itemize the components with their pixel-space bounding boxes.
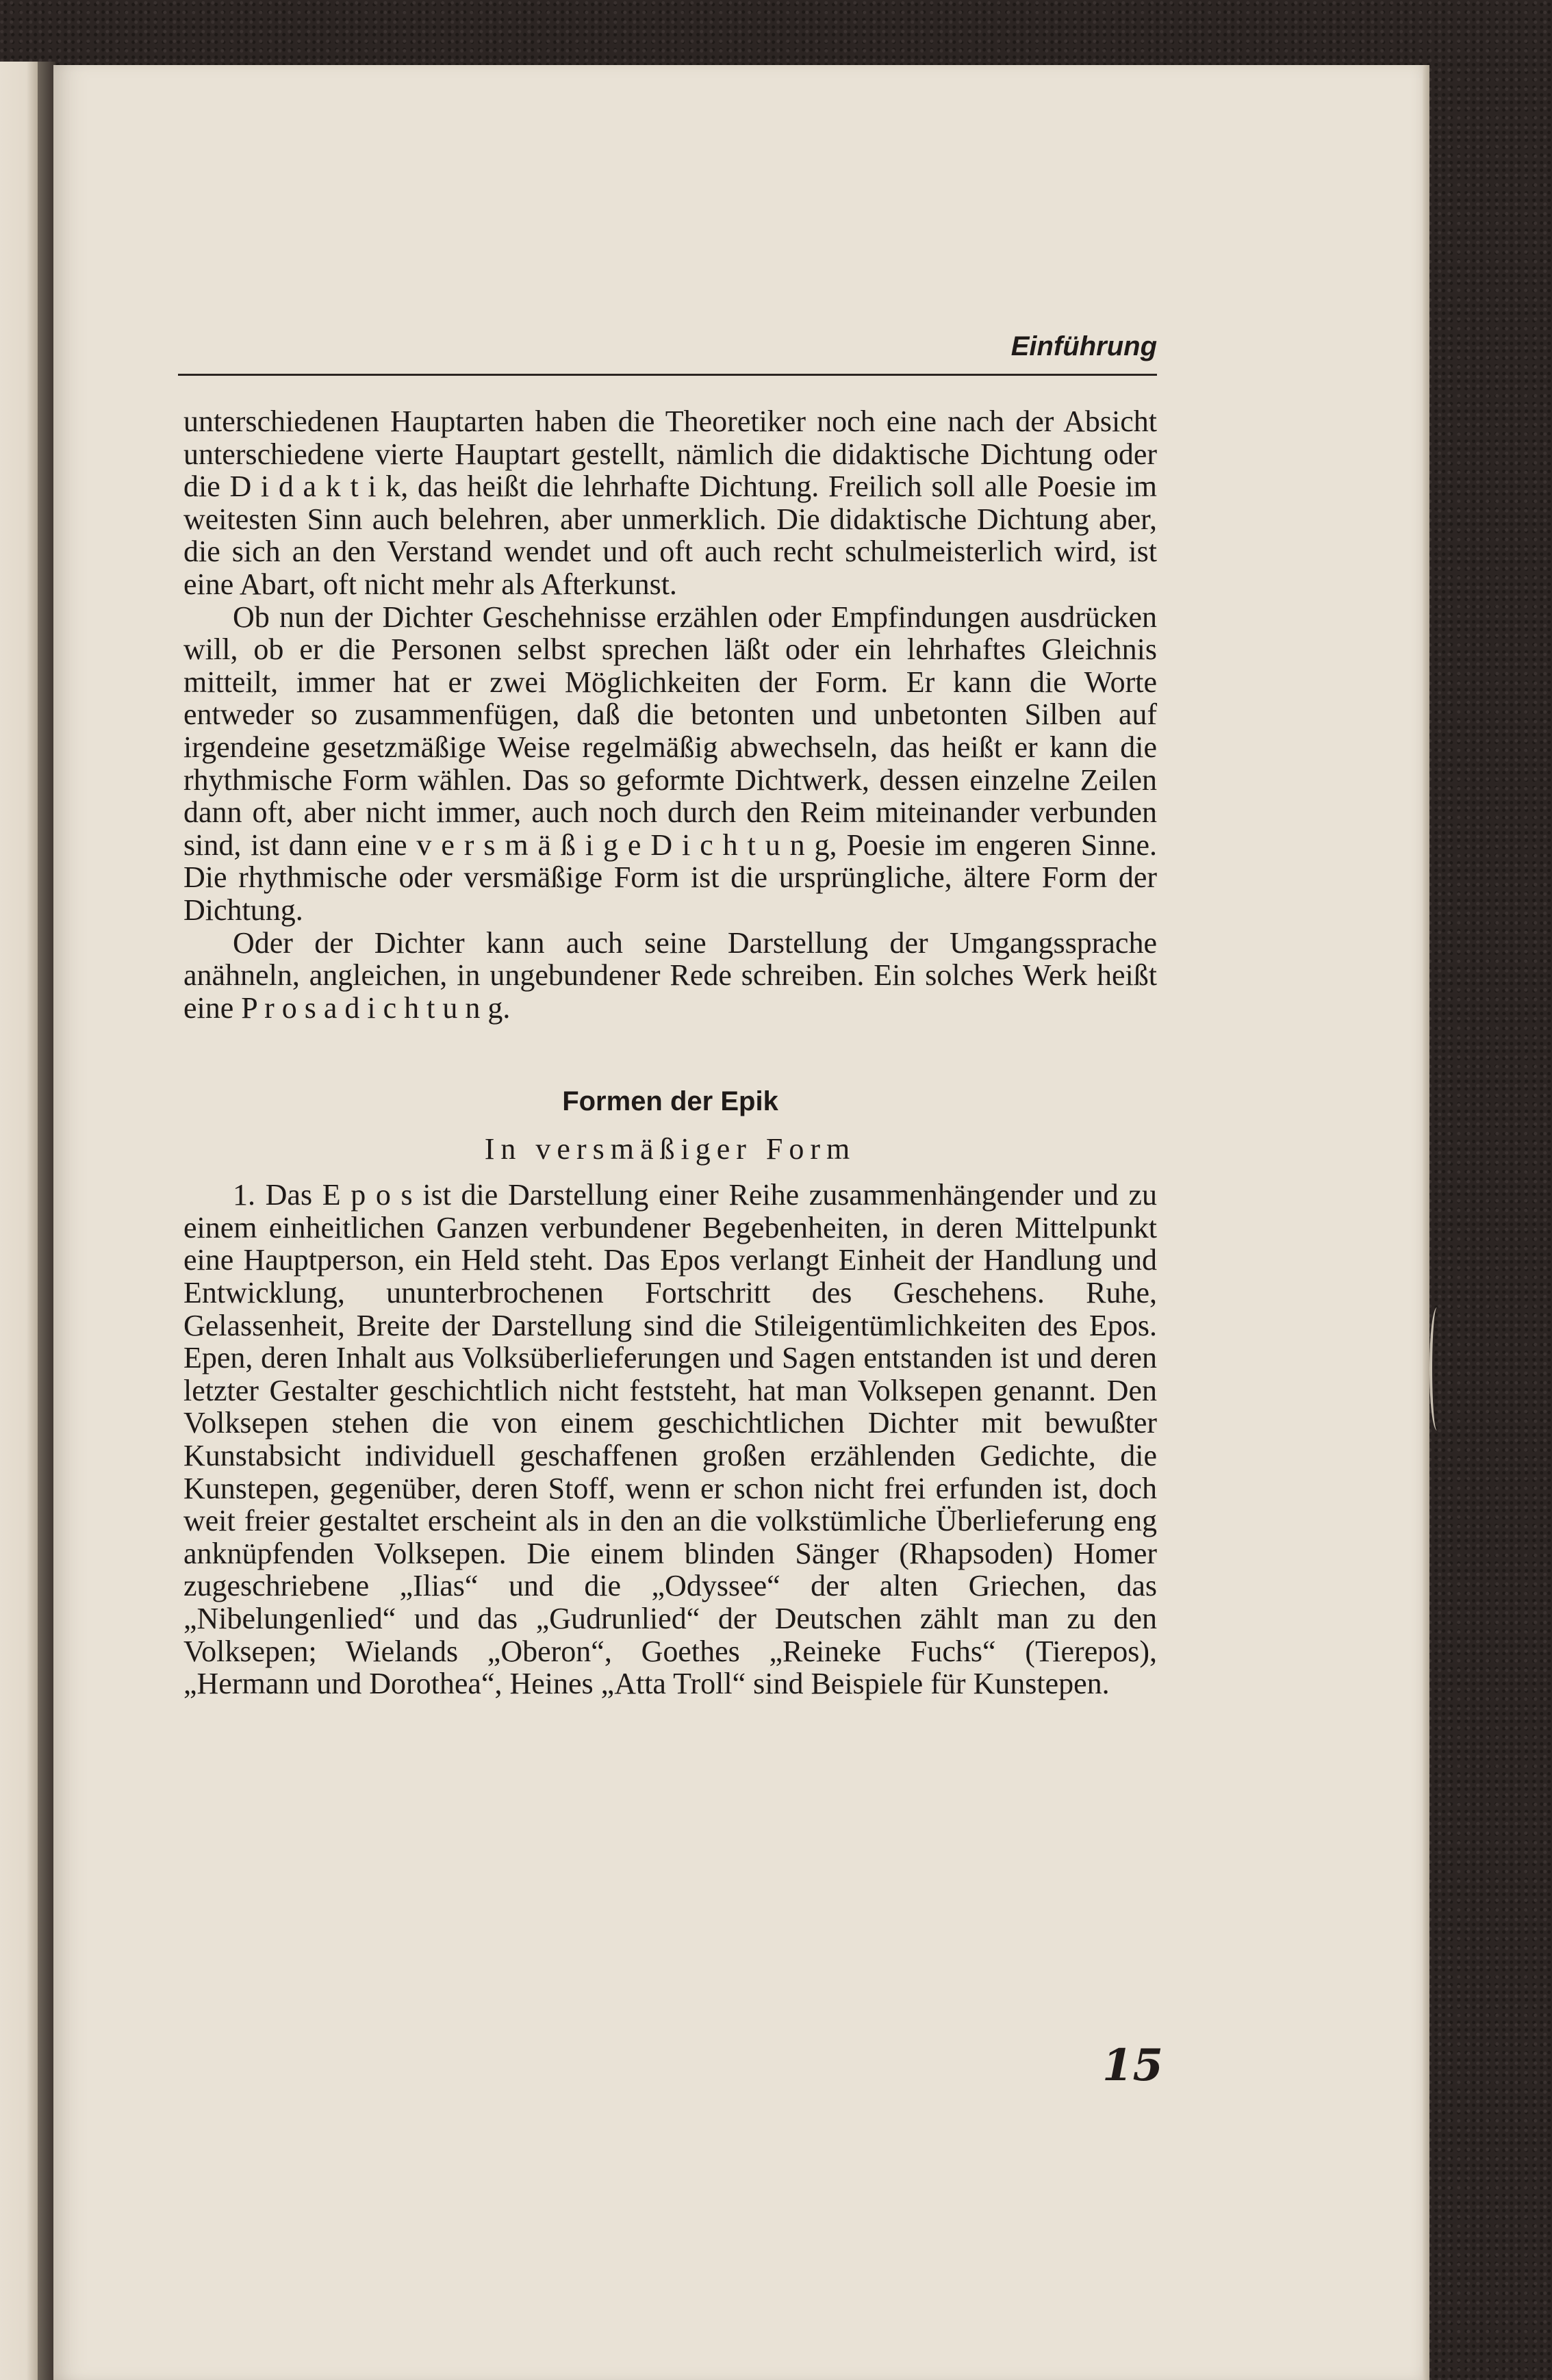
page-content: [183, 405, 1157, 1700]
section-subtitle: In versmäßiger Form: [484, 1132, 856, 1166]
running-header: [178, 320, 1157, 376]
paragraph: Ob nun der Dichter Geschehnisse erzählen oder Empfindungen ausdrücken will, ob er die Personen selbst sprechen läßt oder ein lehrhaftes Gleichnis mitteilt, immer hat er zwei Möglichkeiten der Form. Er kann die Worte entweder so zusammenfügen, daß die betonten und unbetonten Silben auf irgendeine gesetzmäßige Weise regelmäßig abwechseln, das heißt er kann die rhythmische Form wählen. Das so geformte Dichtwerk, dessen einzelne Zeilen dann oft, aber nicht immer, auch noch durch den Reim miteinander verbunden sind, ist dann eine v e r s m ä ß i g e D i c h t u n g, Poesie im engeren Sinne. Die rhythmische oder versmäßige Form ist die ursprüngliche, ältere Form der Dichtung.: [183, 600, 1157, 927]
facing-page-edge: [0, 62, 38, 2380]
paragraph: unterschiedenen Hauptarten haben die Theoretiker noch eine nach der Absicht unterschiedene vierte Hauptart gestellt, nämlich die didaktische Dichtung oder die D i d a k t i k, das heißt die lehrhafte Dichtung. Freilich soll alle Poesie im weitesten Sinn auch belehren, aber unmerklich. Die didaktische Dichtung aber, die sich an den Verstand wendet und oft auch recht schulmeisterlich wird, ist eine Abart, oft nicht mehr als Afterkunst.: [183, 405, 1157, 601]
paragraph: 1. Das E p o s ist die Darstellung einer Reihe zusammenhängender und zu einem einheitlichen Ganzen verbundener Begebenheiten, in deren Mittelpunkt eine Hauptperson, ein Held steht. Das Epos verlangt Einheit der Handlung und Entwicklung, ununterbrochenen Fortschritt des Geschehens. Ruhe, Gelassenheit, Breite der Darstellung sind die Stileigentümlichkeiten des Epos. Epen, deren Inhalt aus Volksüberlieferungen und Sagen entstanden ist und deren letzter Gestalter geschichtlich nicht feststeht, hat man Volksepen genannt. Den Volksepen stehen die von einem geschichtlichen Dichter mit bewußter Kunstabsicht individuell geschaffenen großen erzählenden Gedichte, die Kunstepen, gegenüber, deren Stoff, wenn er schon nicht frei erfunden ist, doch weit freier gestaltet erscheint als in den an die volkstümliche Überlieferung eng anknüpfenden Volksepen. Die einem blinden Sänger (Rhapsoden) Homer zugeschriebene „Ilias“ und die „Odyssee“ der alten Griechen, das „Nibelungenlied“ und das „Gudrunlied“ der Deutschen zählt man zu den Volksepen; Wielands „Oberon“, Goethes „Reineke Fuchs“ (Tierepos), „Hermann und Dorothea“, Heines „Atta Troll“ sind Beispiele für Kunstepen.: [183, 1178, 1157, 1701]
paragraph: Oder der Dichter kann auch seine Darstellung der Umgangssprache anähneln, angleichen, in ungebundener Rede schreiben. Ein solches Werk heißt eine P r o s a d i c h t u n g.: [183, 925, 1157, 1025]
page-edge: [1423, 65, 1429, 2380]
running-header-title: Einführung: [1010, 331, 1157, 361]
page-number: 15: [1102, 2040, 1164, 2091]
section-title: Formen der Epik: [562, 1086, 778, 1117]
page-flag: [1429, 1307, 1445, 1431]
